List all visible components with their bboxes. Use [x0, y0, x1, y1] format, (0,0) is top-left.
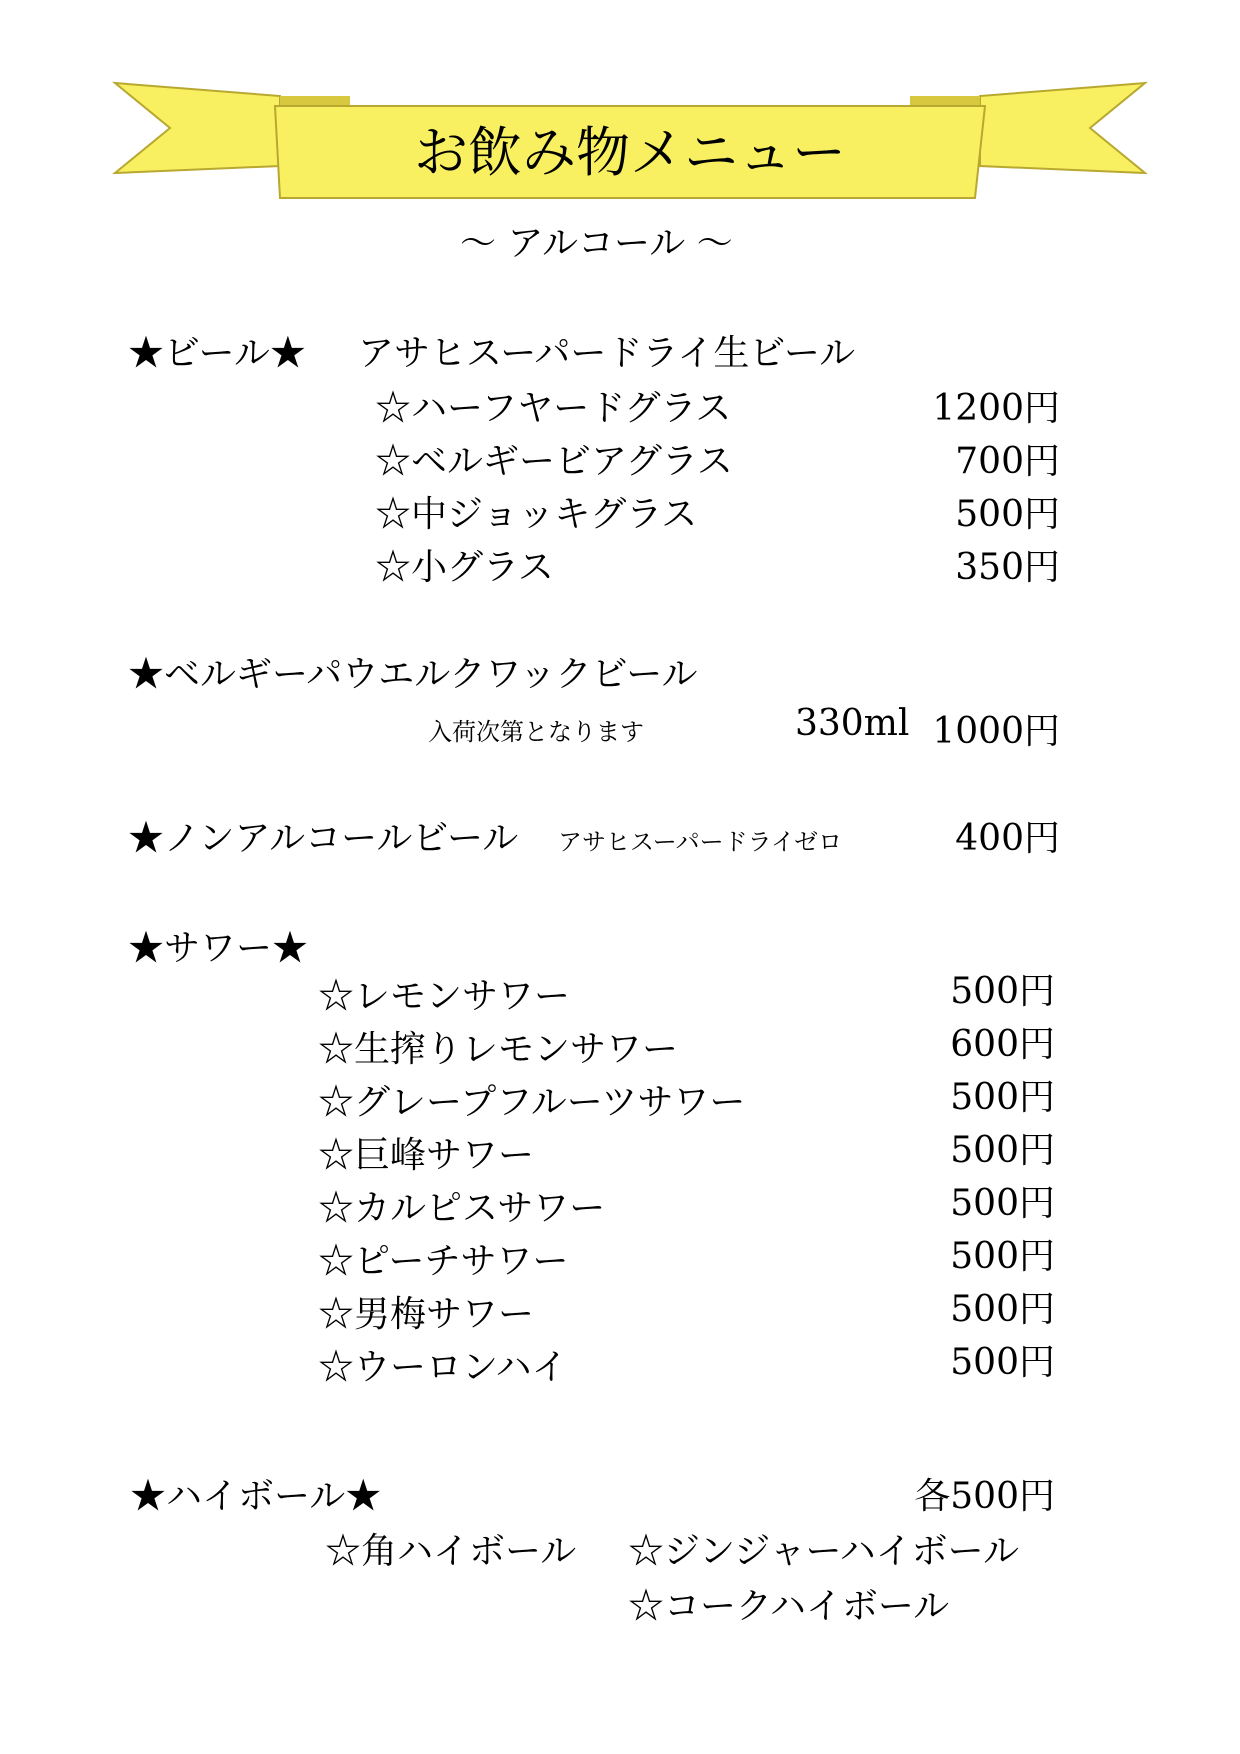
highball-item-name: ☆コークハイボール — [628, 1586, 950, 1627]
beer-item-price: 700円 — [955, 441, 1060, 482]
highball-heading: ★ハイボール★ — [130, 1476, 382, 1517]
beer-item-price: 500円 — [955, 494, 1060, 535]
sour-heading: ★サワー★ — [128, 928, 309, 969]
menu-title: お飲み物メニュー — [414, 121, 846, 184]
beer-item-name: ☆ベルギービアグラス — [375, 441, 733, 482]
beer-item-price: 1200円 — [932, 388, 1060, 429]
sour-item-price: 500円 — [950, 1289, 1055, 1330]
belgian-heading: ★ベルギーパウエルクワックビール — [128, 654, 698, 695]
nonalcohol-price: 400円 — [955, 818, 1060, 859]
section-subtitle: 〜 アルコール 〜 — [460, 223, 733, 264]
sour-item-price: 500円 — [950, 1077, 1055, 1118]
beer-item-price: 350円 — [955, 547, 1060, 588]
sour-item-name: ☆生搾りレモンサワー — [318, 1029, 679, 1070]
highball-item-name: ☆ジンジャーハイボール — [628, 1531, 1019, 1572]
belgian-volume: 330ml — [795, 703, 910, 744]
belgian-price: 1000円 — [932, 711, 1060, 752]
sour-item-name: ☆カルピスサワー — [318, 1188, 606, 1229]
highball-item-name: ☆角ハイボール — [325, 1531, 577, 1572]
beer-item-name: ☆小グラス — [375, 547, 554, 588]
sour-item-price: 600円 — [950, 1024, 1055, 1065]
sour-item-name: ☆レモンサワー — [318, 976, 571, 1017]
belgian-note: 入荷次第となります — [428, 718, 644, 746]
sour-item-name: ☆巨峰サワー — [318, 1135, 535, 1176]
sour-item-price: 500円 — [950, 1183, 1055, 1224]
beer-heading: ★ビール★ — [128, 333, 306, 374]
sour-item-price: 500円 — [950, 971, 1055, 1012]
beer-item-name: ☆ハーフヤードグラス — [375, 388, 732, 429]
sour-item-price: 500円 — [950, 1236, 1055, 1277]
sour-item-name: ☆ウーロンハイ — [318, 1347, 568, 1388]
sour-item-price: 500円 — [950, 1130, 1055, 1171]
sour-item-price: 500円 — [950, 1342, 1055, 1383]
beer-item-name: ☆中ジョッキグラス — [375, 494, 698, 535]
sour-item-name: ☆ピーチサワー — [318, 1241, 569, 1282]
sour-item-name: ☆グレープフルーツサワー — [318, 1082, 746, 1123]
nonalcohol-heading: ★ノンアルコールビール — [128, 818, 519, 859]
highball-price: 各500円 — [914, 1476, 1055, 1517]
sour-item-name: ☆男梅サワー — [318, 1294, 535, 1335]
beer-brand: アサヒスーパードライ生ビール — [358, 333, 856, 374]
nonalcohol-note: アサヒスーパードライゼロ — [558, 828, 843, 856]
